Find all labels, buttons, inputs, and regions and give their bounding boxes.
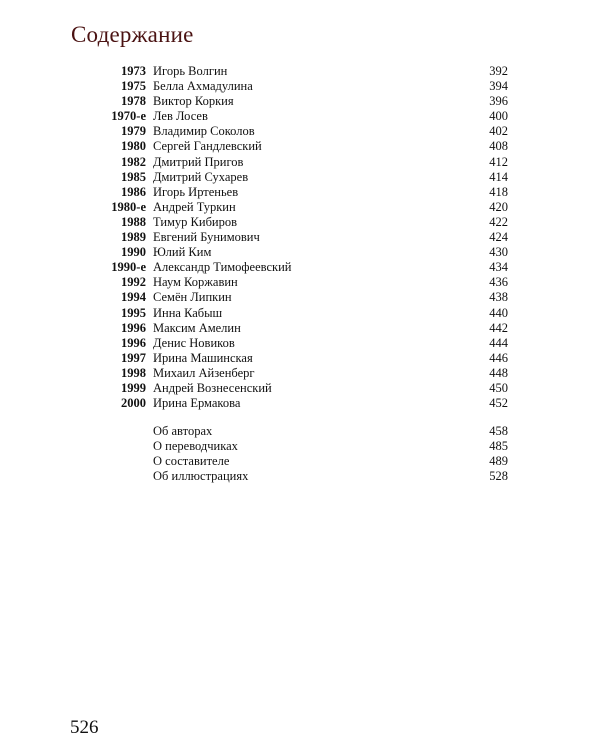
entry-year: 1982: [121, 154, 146, 169]
appendix-section: [100, 424, 510, 484]
entry-page: 402: [489, 124, 508, 139]
toc-entry: [100, 336, 510, 351]
entry-author: Ирина Ермакова: [153, 396, 241, 411]
toc-entry: [100, 275, 510, 290]
entry-author: Лев Лосев: [153, 109, 208, 124]
entry-page: 408: [489, 139, 508, 154]
entry-page: 444: [489, 335, 508, 350]
appendix-entry: [100, 424, 510, 439]
entry-page: 436: [489, 275, 508, 290]
toc-entry: [100, 215, 510, 230]
toc-entry: [100, 230, 510, 245]
entry-year: 1992: [121, 275, 146, 290]
entry-page: 420: [489, 199, 508, 214]
entry-page: 412: [489, 154, 508, 169]
entry-year: 1973: [121, 64, 146, 78]
toc-entry: [100, 79, 510, 94]
entry-page: 450: [489, 380, 508, 395]
entry-page: 392: [489, 64, 508, 78]
entry-year: 1995: [121, 305, 146, 320]
entry-year: 1980-е: [111, 199, 146, 214]
toc-entry: [100, 321, 510, 336]
entry-page: 440: [489, 305, 508, 320]
entry-author: Наум Коржавин: [153, 275, 238, 290]
entry-page: 400: [489, 109, 508, 124]
toc-entry: [100, 139, 510, 154]
entry-author: Сергей Гандлевский: [153, 139, 262, 154]
entry-year: 1994: [121, 290, 146, 305]
appendix-page: 458: [489, 424, 508, 438]
appendix-label: Об иллюстрациях: [153, 469, 249, 484]
toc-entry: [100, 94, 510, 109]
entry-year: 1985: [121, 169, 146, 184]
entry-year: 1986: [121, 184, 146, 199]
appendix-page: 485: [489, 439, 508, 454]
entry-author: Тимур Кибиров: [153, 214, 238, 229]
entry-author: Игорь Иртеньев: [153, 184, 239, 199]
entry-author: Инна Кабыш: [153, 305, 223, 320]
entry-year: 2000: [121, 396, 146, 411]
entry-page: 422: [489, 214, 508, 229]
entry-page: 446: [489, 350, 508, 365]
entry-page: 438: [489, 290, 508, 305]
entry-page: 448: [489, 365, 508, 380]
appendix-entry: [100, 454, 510, 469]
entry-year: 1990: [121, 245, 146, 260]
entry-author: Юлий Ким: [153, 245, 212, 260]
toc-entry: [100, 260, 510, 275]
entry-author: Максим Амелин: [153, 320, 241, 335]
toc-entry: [100, 351, 510, 366]
appendix-label: О переводчиках: [153, 439, 238, 454]
entry-year: 1998: [121, 365, 146, 380]
entry-page: 442: [489, 320, 508, 335]
entry-page: 452: [489, 396, 508, 411]
toc-entry: [100, 245, 510, 260]
toc-entry: [100, 155, 510, 170]
toc-entry: [100, 381, 510, 396]
entry-author: Андрей Вознесенский: [153, 380, 272, 395]
entry-year: 1996: [121, 335, 146, 350]
toc-entry: [100, 306, 510, 321]
toc-entry: [100, 64, 510, 79]
entry-year: 1988: [121, 214, 146, 229]
entry-year: 1979: [121, 124, 146, 139]
toc-entry: [100, 200, 510, 215]
entry-year: 1996: [121, 320, 146, 335]
entry-author: Дмитрий Пригов: [153, 154, 244, 169]
entry-author: Денис Новиков: [153, 335, 235, 350]
appendix-entry: [100, 439, 510, 454]
entry-page: 418: [489, 184, 508, 199]
toc-entry: [100, 290, 510, 305]
entry-year: 1970-е: [111, 109, 146, 124]
toc-entry: [100, 109, 510, 124]
entry-author: Михаил Айзенберг: [153, 365, 255, 380]
entry-author: Андрей Туркин: [153, 199, 236, 214]
entry-page: 430: [489, 245, 508, 260]
page-number: 526: [70, 717, 99, 738]
entry-year: 1997: [121, 350, 146, 365]
appendix-entry: [100, 469, 510, 484]
entry-year: 1975: [121, 79, 146, 94]
appendix-page: 528: [489, 469, 508, 484]
entry-page: 424: [489, 230, 508, 245]
entry-author: Виктор Коркия: [153, 94, 234, 109]
toc-entry: [100, 185, 510, 200]
toc-entry: [100, 124, 510, 139]
toc-entry: [100, 396, 510, 411]
entry-author: Евгений Бунимович: [153, 230, 260, 245]
appendix-page: 489: [489, 454, 508, 469]
entry-year: 1999: [121, 380, 146, 395]
entry-year: 1989: [121, 230, 146, 245]
entry-author: Дмитрий Сухарев: [153, 169, 249, 184]
entry-author: Семён Липкин: [153, 290, 232, 305]
toc-entry: [100, 170, 510, 185]
entry-page: 414: [489, 169, 508, 184]
entry-year: 1978: [121, 94, 146, 109]
entry-page: 434: [489, 260, 508, 275]
table-of-contents: [100, 64, 510, 411]
entry-author: Ирина Машинская: [153, 350, 253, 365]
appendix-label: Об авторах: [153, 424, 213, 438]
toc-entry: [100, 366, 510, 381]
entry-year: 1990-е: [111, 260, 146, 275]
entry-author: Александр Тимофеевский: [153, 260, 292, 275]
entry-year: 1980: [121, 139, 146, 154]
entry-author: Игорь Волгин: [153, 64, 228, 78]
entry-page: 396: [489, 94, 508, 109]
appendix-label: О составителе: [153, 454, 230, 469]
page-title: Содержание: [71, 22, 194, 47]
entry-page: 394: [489, 79, 508, 94]
entry-author: Белла Ахмадулина: [153, 79, 253, 94]
entry-author: Владимир Соколов: [153, 124, 255, 139]
